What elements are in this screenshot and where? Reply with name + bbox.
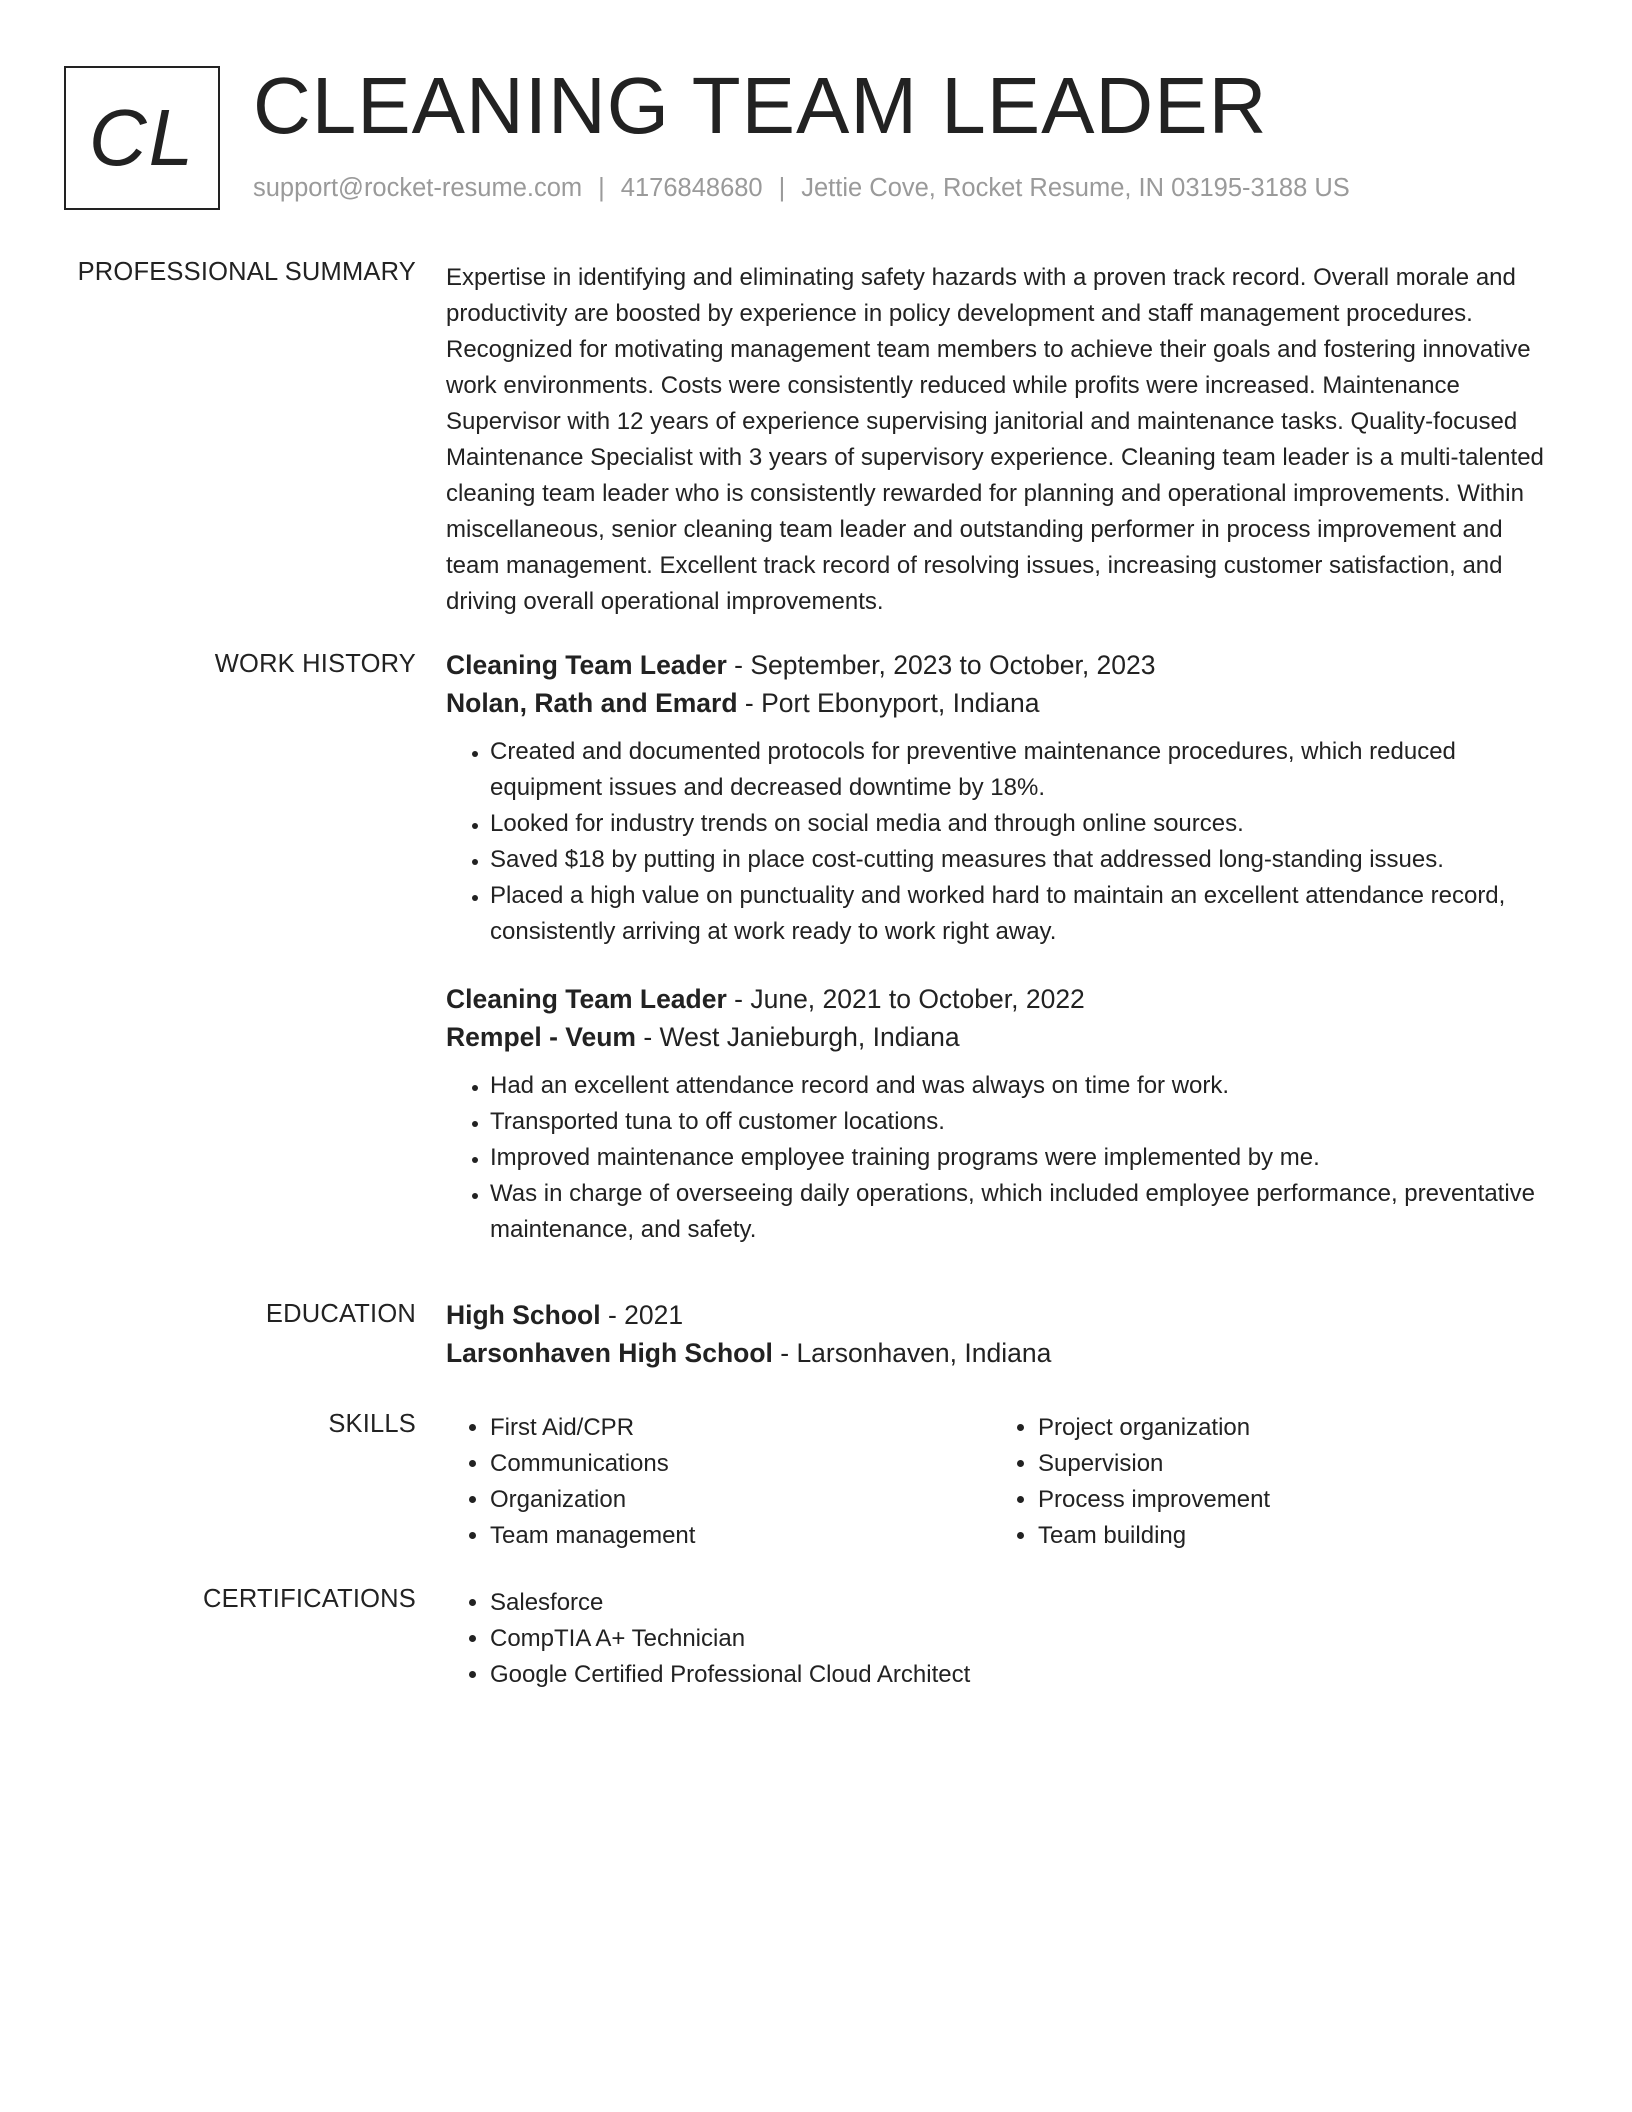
- contact-address: Jettie Cove, Rocket Resume, IN 03195-3188 US: [801, 174, 1350, 202]
- certification-item: • Google Certified Professional Cloud Architect: [490, 1657, 1556, 1693]
- section-label-education: EDUCATION: [265, 1300, 416, 1328]
- job-title-line: [446, 980, 1556, 1018]
- job-bullet-list: [446, 1068, 1556, 1248]
- education-school: Larsonhaven High School: [446, 1338, 773, 1368]
- job-title: Cleaning Team Leader: [446, 984, 727, 1014]
- job-title-line: [446, 646, 1556, 684]
- education-location: - Larsonhaven, Indiana: [772, 1338, 1052, 1368]
- job-bullet: • Looked for industry trends on social media and through online sources.: [490, 806, 1556, 842]
- resume-title: CLEANING TEAM LEADER: [253, 61, 1268, 150]
- summary-text: Expertise in identifying and eliminating safety hazards with a proven track record. Overall morale and productivity are boosted by experience in policy development and staff management procedures. Recognized for motivating management team members to achieve their goals and fostering innovative work environments. Costs were consistently reduced while profits were increased. Maintenance Supervisor with 12 years of experience supervising janitorial and maintenance tasks. Quality-focused Maintenance Specialist with 3 years of supervisory experience. Cleaning team leader is a multi-talented cleaning team leader who is consistently rewarded for planning and operational improvements. Within miscellaneous, senior cleaning team leader and outstanding performer in process improvement and team management. Excellent track record of resolving issues, increasing customer satisfaction, and driving overall operational improvements.: [446, 264, 1544, 615]
- skill-item: • Team management: [490, 1518, 994, 1554]
- certifications-body: [446, 1585, 1556, 1693]
- education-body: [446, 1296, 1556, 1372]
- section-label-skills: SKILLS: [328, 1410, 416, 1438]
- section-label-certifications: CERTIFICATIONS: [203, 1585, 416, 1613]
- work-history-body: [446, 646, 1556, 1248]
- skill-item: • Organization: [490, 1482, 994, 1518]
- job-entry: [446, 646, 1556, 950]
- job-location: - Port Ebonyport, Indiana: [737, 688, 1040, 718]
- skill-item: • Project organization: [1038, 1410, 1542, 1446]
- skill-item: • Supervision: [1038, 1446, 1542, 1482]
- education-school-line: [446, 1334, 1556, 1372]
- job-bullet: • Placed a high value on punctuality and worked hard to maintain an excellent attendance record, consistently arriving at work ready to work right away.: [490, 878, 1556, 950]
- skill-item: • Team building: [1038, 1518, 1542, 1554]
- contact-phone: 4176848680: [620, 174, 763, 202]
- skill-item: • Process improvement: [1038, 1482, 1542, 1518]
- job-entry: [446, 980, 1556, 1248]
- certification-item: • CompTIA A+ Technician: [490, 1621, 1556, 1657]
- job-company-line: [446, 1018, 1556, 1056]
- job-location: - West Janieburgh, Indiana: [635, 1022, 960, 1052]
- certification-item: • Salesforce: [490, 1585, 1556, 1621]
- job-company-line: [446, 684, 1556, 722]
- certifications-list: [446, 1585, 1556, 1693]
- job-bullet: • Was in charge of overseeing daily operations, which included employee performance, preventative maintenance, and safety.: [490, 1176, 1556, 1248]
- section-label-work-history: WORK HISTORY: [214, 650, 416, 678]
- job-bullet: • Improved maintenance employee training programs were implemented by me.: [490, 1140, 1556, 1176]
- skills-list-left: [446, 1410, 994, 1554]
- skills-list-right: [994, 1410, 1542, 1554]
- education-year: - 2021: [600, 1300, 684, 1330]
- skill-item: • Communications: [490, 1446, 994, 1482]
- job-company: Rempel - Veum: [446, 1022, 636, 1052]
- education-degree-line: [446, 1296, 1556, 1334]
- contact-separator: |: [778, 174, 786, 202]
- job-dates: - June, 2021 to October, 2022: [726, 984, 1085, 1014]
- job-dates: - September, 2023 to October, 2023: [726, 650, 1156, 680]
- job-bullet-list: [446, 734, 1556, 950]
- contact-separator: |: [598, 174, 605, 202]
- job-bullet: • Transported tuna to off customer locations.: [490, 1104, 1556, 1140]
- skill-item: • First Aid/CPR: [490, 1410, 994, 1446]
- job-title: Cleaning Team Leader: [446, 650, 727, 680]
- monogram-logo: CL: [64, 66, 220, 210]
- education-degree: High School: [446, 1300, 601, 1330]
- skills-body: [446, 1410, 1556, 1554]
- job-company: Nolan, Rath and Emard: [446, 688, 738, 718]
- contact-email: support@rocket-resume.com: [253, 174, 583, 202]
- resume-header: [64, 61, 1564, 210]
- job-bullet: • Created and documented protocols for preventive maintenance procedures, which reduced equipment issues and decreased downtime by 18%.: [490, 734, 1556, 806]
- job-bullet: • Saved $18 by putting in place cost-cutting measures that addressed long-standing issues.: [490, 842, 1556, 878]
- contact-line: [253, 174, 1350, 203]
- job-bullet: • Had an excellent attendance record and was always on time for work.: [490, 1068, 1556, 1104]
- section-label-summary: PROFESSIONAL SUMMARY: [77, 258, 416, 286]
